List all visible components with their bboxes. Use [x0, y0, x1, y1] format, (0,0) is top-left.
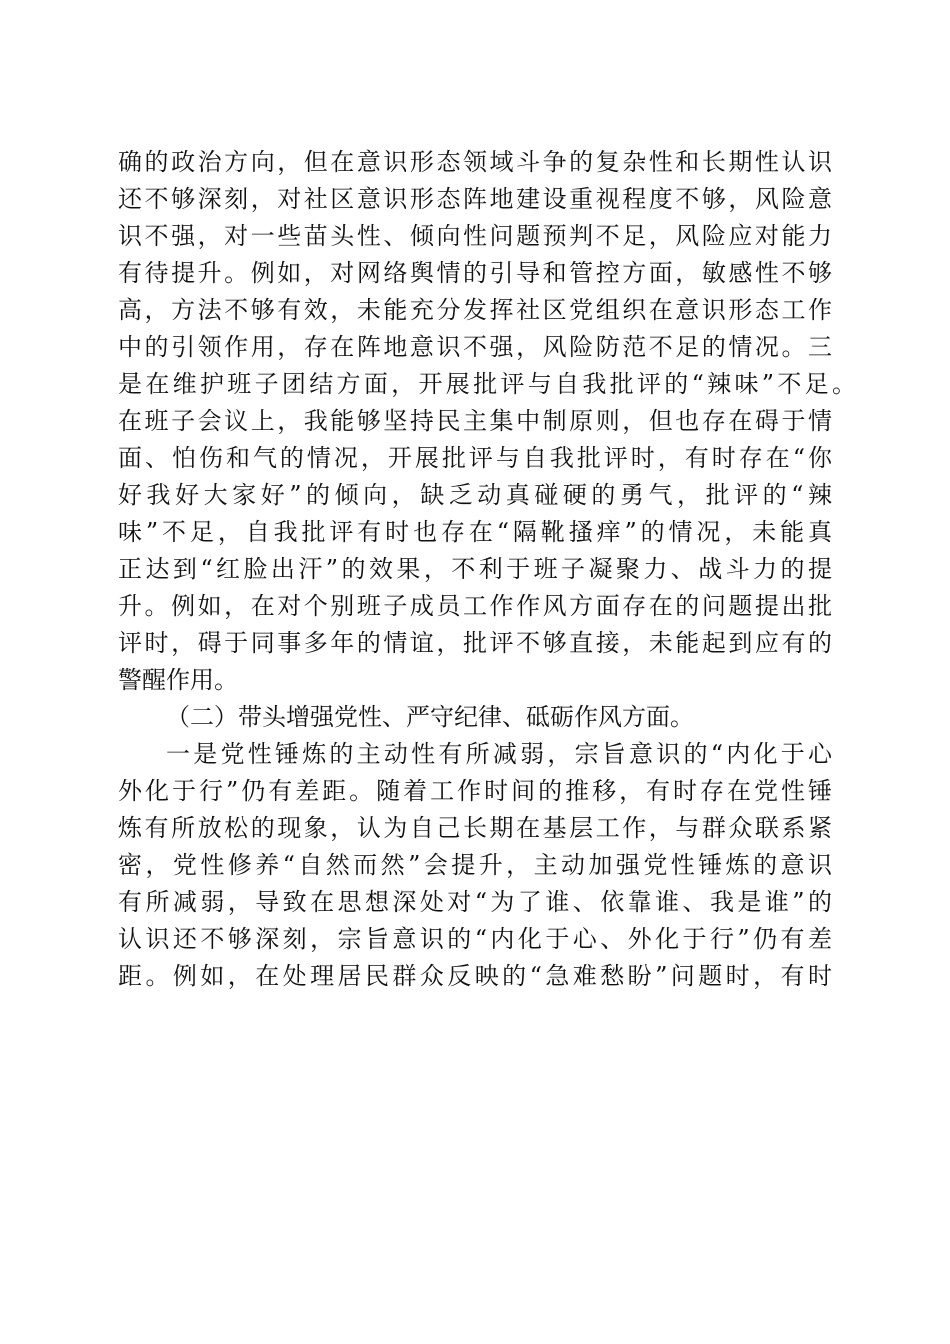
- body-text-line: 好我好大家好”的倾向，缺乏动真碰硬的勇气，批评的“辣: [118, 481, 832, 509]
- body-text-line: 正达到“红脸出汗”的效果，不利于班子凝聚力、战斗力的提: [118, 555, 832, 583]
- body-text-line: 有待提升。例如，对网络舆情的引导和管控方面，敏感性不够: [118, 259, 832, 287]
- body-text-line: 警醒作用。: [118, 666, 238, 694]
- body-text-line: 识不强，对一些苗头性、倾向性问题预判不足，风险应对能力: [118, 222, 832, 250]
- body-text-line: 外化于行”仍有差距。随着工作时间的推移，有时存在党性锤: [118, 777, 832, 805]
- body-text-line: 还不够深刻，对社区意识形态阵地建设重视程度不够，风险意: [118, 185, 832, 213]
- body-text-line: 炼有所放松的现象，认为自己长期在基层工作，与群众联系紧: [118, 814, 832, 842]
- body-text-line: 面、怕伤和气的情况，开展批评与自我批评时，有时存在“你: [118, 444, 832, 472]
- body-text-line: 认识还不够深刻，宗旨意识的“内化于心、外化于行”仍有差: [118, 925, 832, 953]
- section-heading: （二）带头增强党性、严守纪律、砥砺作风方面。: [166, 703, 694, 731]
- body-text-line: 升。例如，在对个别班子成员工作作风方面存在的问题提出批: [118, 592, 832, 620]
- body-text-line: 评时，碍于同事多年的情谊，批评不够直接，未能起到应有的: [118, 629, 832, 657]
- body-text-line: 密，党性修养“自然而然”会提升，主动加强党性锤炼的意识: [118, 851, 832, 879]
- body-text-line: 确的政治方向，但在意识形态领域斗争的复杂性和长期性认识: [118, 148, 832, 176]
- body-text-line: 高，方法不够有效，未能充分发挥社区党组织在意识形态工作: [118, 296, 832, 324]
- body-text-line: 有所减弱，导致在思想深处对“为了谁、依靠谁、我是谁”的: [118, 888, 832, 916]
- body-text-line: 中的引领作用，存在阵地意识不强，风险防范不足的情况。三: [118, 333, 832, 361]
- body-text-line: 是在维护班子团结方面，开展批评与自我批评的“辣味”不足。: [118, 370, 856, 398]
- body-text-line: 距。例如，在处理居民群众反映的“急难愁盼”问题时，有时: [118, 962, 832, 990]
- body-text-line: 味”不足，自我批评有时也存在“隔靴搔痒”的情况，未能真: [118, 518, 832, 546]
- body-text-line: 在班子会议上，我能够坚持民主集中制原则，但也存在碍于情: [118, 407, 832, 435]
- paragraph-first-line: 一是党性锤炼的主动性有所减弱，宗旨意识的“内化于心: [166, 740, 832, 768]
